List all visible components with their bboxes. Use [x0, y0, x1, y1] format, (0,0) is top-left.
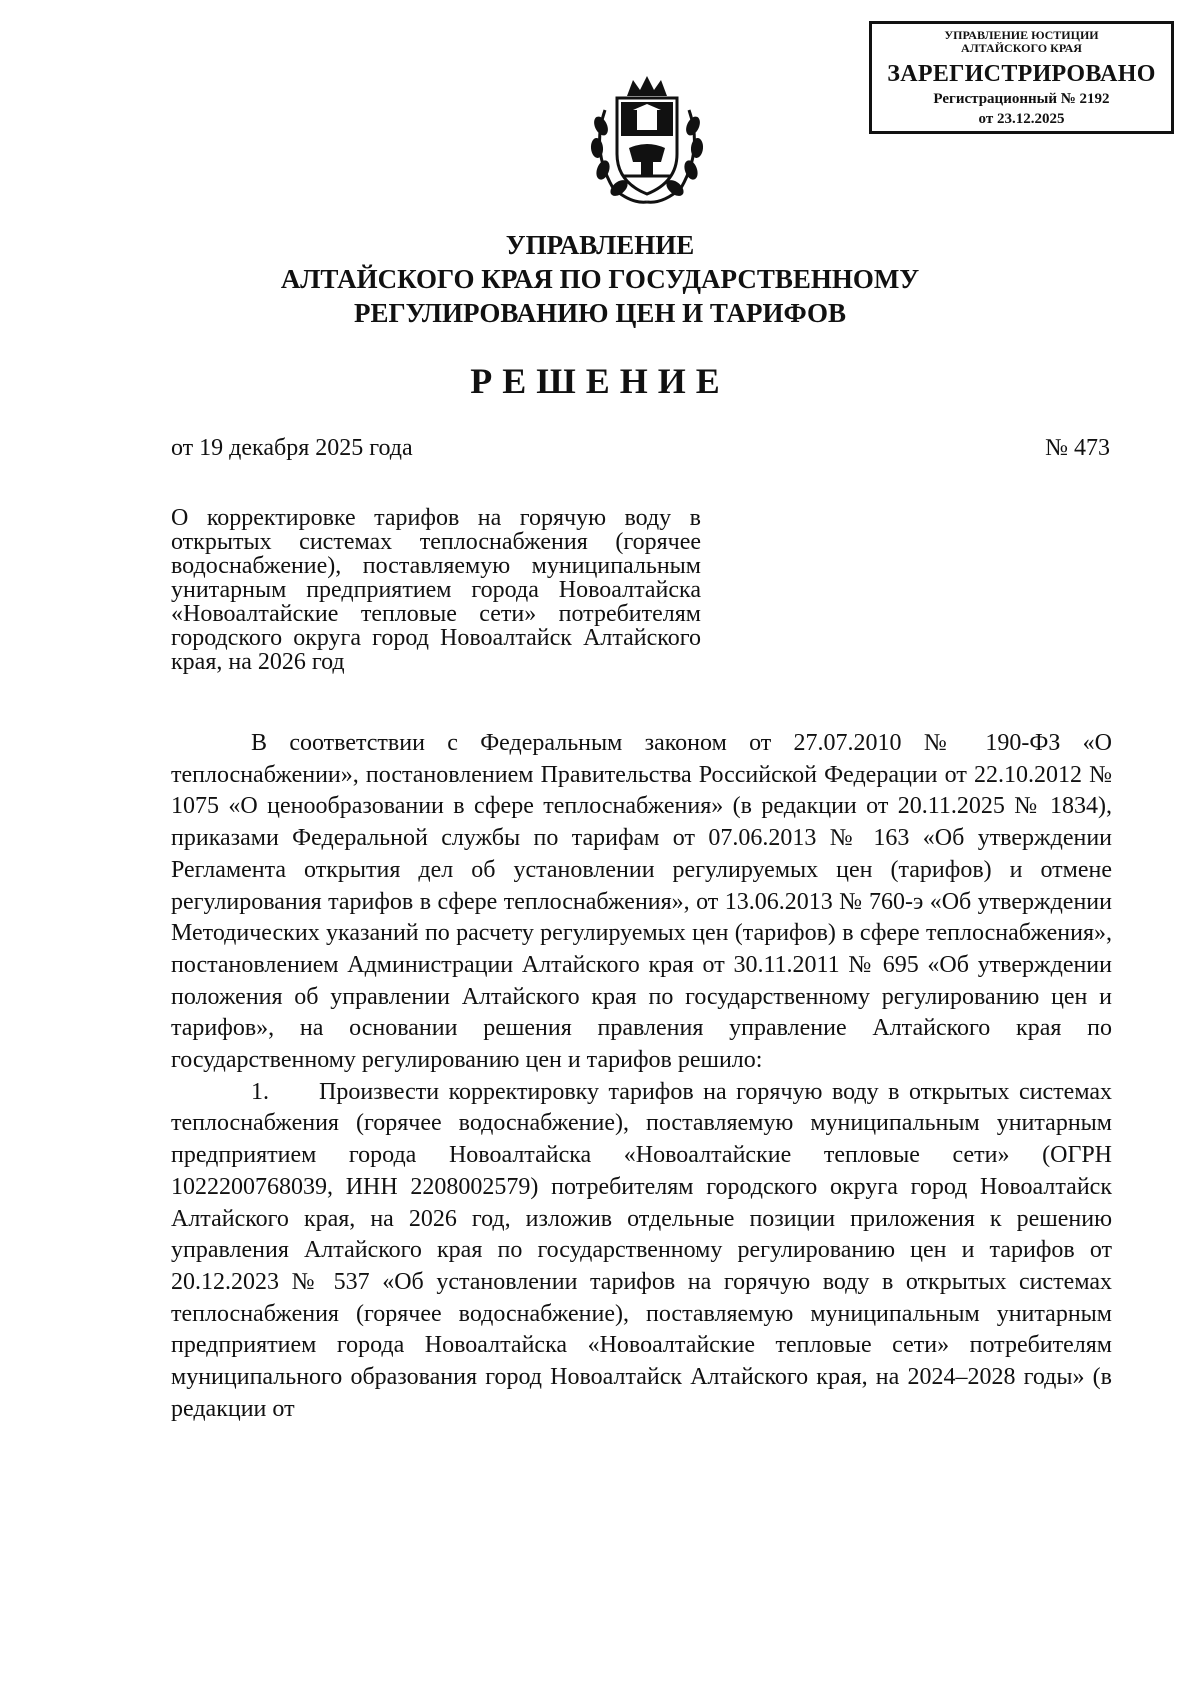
altai-coat-of-arms-icon	[583, 70, 711, 210]
registration-stamp	[869, 21, 1174, 134]
decision-subject: О корректировке тарифов на горячую воду в открытых системах теплоснабжения (горячее водоснабжение), поставляемую муниципальным унитарным предприятием города Новоалтайска «Новоалтайские тепловые сети» потребителям городского округа город Новоалтайск Алтайского края, на 2026 год	[171, 505, 701, 675]
stamp-status: ЗАРЕГИСТРИРОВАНО	[887, 61, 1156, 87]
stamp-org-line2: АЛТАЙСКОГО КРАЯ	[961, 41, 1082, 55]
item-1-paragraph	[171, 1077, 1112, 1426]
agency-line1: УПРАВЛЕНИЕ	[505, 230, 695, 260]
item-1-text: Произвести корректировку тарифов на горячую воду в открытых системах теплоснабжения (горячее водоснабжение), поставляемую муниципальным унитарным предприятием города Новоалтайска «Новоалтайские тепловые сети» (ОГРН 1022200768039, ИНН 2208002579) потребителям городского округа город Новоалтайск Алтайского края, на 2026 год, изложив отдельные позиции приложения к решению управления Алтайского края по государственному регулированию цен и тарифов от 20.12.2023 № 537 «Об установлении тарифов на горячую воду в открытых системах теплоснабжения (горячее водоснабжение), поставляемую муниципальным унитарным предприятием города Новоалтайска «Новоалтайские тепловые сети» потребителям муниципального образования город Новоалтайск Алтайского края, на 2024–2028 годы» (в редакции от	[171, 1078, 1112, 1422]
item-1-number: 1.	[251, 1078, 269, 1105]
stamp-reg-number: Регистрационный № 2192	[933, 91, 1110, 107]
agency-line3: РЕГУЛИРОВАНИЮ ЦЕН И ТАРИФОВ	[353, 298, 847, 328]
agency-name	[200, 228, 1000, 330]
stamp-reg-date: от 23.12.2025	[978, 111, 1065, 127]
stamp-org	[872, 29, 1171, 55]
preamble-paragraph: В соответствии с Федеральным законом от 27.07.2010 № 190-ФЗ «О теплоснабжении», постановлением Правительства Российской Федерации от 22.10.2012 № 1075 «О ценообразовании в сфере теплоснабжения» (в редакции от 20.11.2025 № 1834), приказами Федеральной службы по тарифам от 07.06.2013 № 163 «Об утверждении Регламента открытия дел об установлении регулируемых цен (тарифов) и отмене регулирования тарифов в сфере теплоснабжения», от 13.06.2013 № 760-э «Об утверждении Методических указаний по расчету регулируемых цен (тарифов) в сфере теплоснабжения», постановлением Администрации Алтайского края от 30.11.2011 № 695 «Об утверждении положения об управлении Алтайского края по государственному регулированию цен и тарифов», на основании решения правления управление Алтайского края по государственному регулированию цен и тарифов решило:	[171, 730, 1112, 1074]
decision-date: от 19 декабря 2025 года	[171, 435, 413, 461]
stamp-org-line1: УПРАВЛЕНИЕ ЮСТИЦИИ	[944, 28, 1099, 42]
decision-number: № 473	[1045, 435, 1110, 461]
document-type: РЕШЕНИЕ	[470, 361, 730, 401]
decision-body	[171, 728, 1112, 1425]
agency-line2: АЛТАЙСКОГО КРАЯ ПО ГОСУДАРСТВЕННОМУ	[280, 264, 920, 294]
